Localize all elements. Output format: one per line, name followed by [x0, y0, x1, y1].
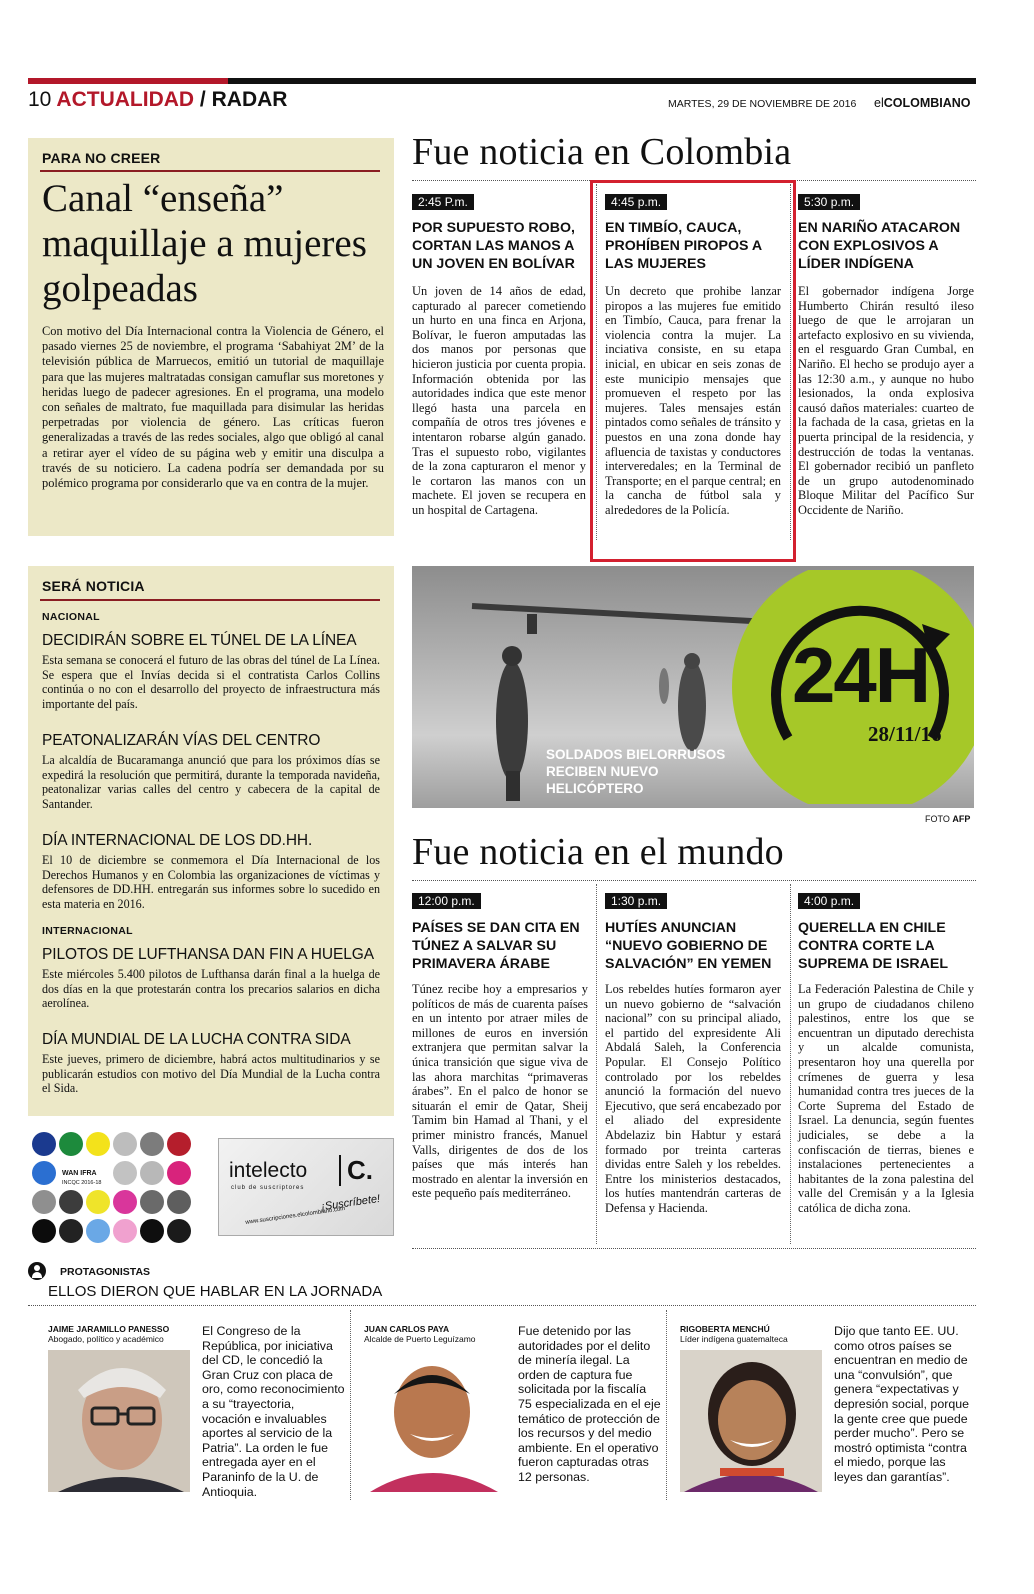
colombia-section-title: Fue noticia en Colombia	[412, 131, 792, 173]
intelecto-logo-letter: C.	[339, 1155, 373, 1186]
mundo-section-title: Fue noticia en el mundo	[412, 831, 784, 873]
protagonist-name: RIGOBERTA MENCHÚ	[680, 1324, 770, 1334]
highlight-box	[590, 180, 796, 562]
color-swatch	[167, 1132, 191, 1156]
color-swatch	[140, 1190, 164, 1214]
intelecto-url[interactable]: www.suscripciones.elcolombiano.com	[245, 1206, 346, 1226]
24h-badge-text: 24H	[792, 631, 930, 719]
noticia-body: La alcaldía de Bucaramanga anunció que para los próximos días se expedirá la resolución que permitirá, durante la temporada navideña, peatonalizar varias calles del centro y cabecera de la capital de Santander.	[42, 753, 380, 811]
color-swatch	[140, 1219, 164, 1243]
para-no-creer-kicker: PARA NO CREER	[42, 150, 161, 166]
para-no-creer-headline: Canal “enseña” maquillaje a mujeres golpeadas	[42, 177, 367, 310]
column-divider	[596, 884, 597, 1244]
column-divider	[790, 884, 791, 1244]
news-headline: HUTÍES ANUNCIAN “NUEVO GOBIERNO DE SALVACIÓN” EN YEMEN	[605, 920, 772, 972]
subsection-name: RADAR	[211, 88, 288, 111]
color-swatch	[167, 1219, 191, 1243]
color-control-chart	[28, 1124, 198, 1246]
issue-date: MARTES, 29 DE NOVIEMBRE DE 2016	[668, 98, 857, 110]
color-swatch	[140, 1161, 164, 1185]
color-swatch	[113, 1132, 137, 1156]
column-divider	[666, 1310, 667, 1500]
color-swatch	[86, 1132, 110, 1156]
news-headline: PAÍSES SE DAN CITA EN TÚNEZ A SALVAR SU PRIMAVERA ÁRABE	[412, 920, 580, 972]
protagonist-role: Alcalde de Puerto Leguízamo	[364, 1334, 476, 1344]
news-body: Los rebeldes hutíes formaron ayer un nuevo gobierno de “salvación nacional” con su principal aliado, el partido del expresidente Ali Abdalá Saleh, la Conferencia Popular. El Consejo Político controlado por los rebeldes anunció la formación del nuevo Ejecutivo, que será encabezado por el aliado del expresidente Abdelaziz bin Habtur y estará formado por treinta carteras dividas entre Saleh y los rebeldes. Entre los ministerios destacados, los hutíes mantendrán carteras de Defensa y Hacienda.	[605, 982, 781, 1215]
photo-caption: SOLDADOS BIELORRUSOS RECIBEN NUEVO HELICÓPTERO	[546, 747, 726, 796]
kicker-rule	[40, 599, 380, 601]
internacional-label: INTERNACIONAL	[42, 925, 133, 937]
sera-noticia-kicker: SERÁ NOTICIA	[42, 578, 145, 594]
time-tag: 12:00 p.m.	[412, 893, 481, 909]
protagonist-name: JAIME JARAMILLO PANESSO	[48, 1324, 170, 1334]
column-divider	[350, 1310, 351, 1500]
noticia-body: Esta semana se conocerá el futuro de las obras del túnel de La Línea. Se espera que el Invías decida si el contratista Carlos Collins continúa o no con el desarrollo del proyecto de infraestructura más importante del país.	[42, 653, 380, 711]
newspaper-name	[874, 96, 971, 110]
news-headline: QUERELLA EN CHILE CONTRA CORTE LA SUPREMA DE ISRAEL	[798, 920, 949, 972]
color-swatch	[140, 1132, 164, 1156]
time-tag: 4:00 p.m.	[798, 893, 860, 909]
nacional-label: NACIONAL	[42, 611, 100, 623]
protagonist-photo	[364, 1350, 506, 1492]
protagonist-name: JUAN CARLOS PAYA	[364, 1324, 450, 1334]
news-headline: EN NARIÑO ATACARON CON EXPLOSIVOS A LÍDER INDÍGENA	[798, 220, 961, 272]
noticia-body: Este miércoles 5.400 pilotos de Lufthansa darán final a la huelga de dos días en la que protestarán contra los precarios salarios en dicha aerolínea.	[42, 967, 380, 1011]
color-swatch	[32, 1190, 56, 1214]
section-separator: /	[199, 88, 206, 111]
protagonist-text: Dijo que tanto EE. UU. como otros países se encuentran en medio de una “convulsión”, que genera “expectativas y depresión social, porque la gente cree que puede perder mucho”. Pero se mostró optimista “contra el miedo, porque las leyes dan garantías”.	[834, 1324, 970, 1484]
section-name: ACTUALIDAD	[56, 88, 195, 111]
time-tag: 4:45 p.m.	[605, 194, 667, 210]
page-number: 10	[28, 88, 52, 111]
intelecto-brand: intelecto	[229, 1159, 308, 1182]
incqc-label: INCQC 2016-18	[62, 1180, 102, 1186]
protagonistas-title: ELLOS DIERON QUE HABLAR EN LA JORNADA	[48, 1283, 383, 1300]
protagonist-role: Abogado, político y académico	[48, 1334, 164, 1344]
news-headline: POR SUPUESTO ROBO, CORTAN LAS MANOS A UN JOVEN EN BOLÍVAR	[412, 220, 575, 272]
intelecto-cta[interactable]: ¡Suscríbete!	[320, 1192, 381, 1214]
color-swatch	[59, 1190, 83, 1214]
noticia-body: El 10 de diciembre se conmemora el Día Internacional de los Derechos Humanos y en Colombia las organizaciones de víctimas y defensores de DD.HH. entregarán sus informes sobre lo sucedido en esta materia en 2016.	[42, 853, 380, 911]
color-swatch	[59, 1132, 83, 1156]
kicker-rule	[40, 170, 380, 172]
noticia-body: Este jueves, primero de diciembre, habrá actos multitudinarios y se publicarán estudios con motivo del Día Mundial de la Lucha contra el Sida.	[42, 1052, 380, 1096]
time-tag: 1:30 p.m.	[605, 893, 667, 909]
color-swatch	[86, 1219, 110, 1243]
color-swatch	[167, 1190, 191, 1214]
newspaper-title: COLOMBIANO	[883, 96, 971, 110]
protagonist-text: El Congreso de la República, por iniciativa del CD, le concedió la Gran Cruz con placa de oro, como reconocimiento a su “trayectoria, vocación e invaluables aportes al servicio de la Patria”. La orden le fue entregada ayer en el Paraninfo de la U. de Antioquia.	[202, 1324, 345, 1499]
color-swatch	[113, 1219, 137, 1243]
photo-credit	[925, 814, 970, 824]
top-rule-accent	[28, 78, 228, 84]
color-swatch	[32, 1219, 56, 1243]
protagonist-photo	[680, 1350, 822, 1492]
noticia-headline: DÍA MUNDIAL DE LA LUCHA CONTRA SIDA	[42, 1031, 351, 1048]
intelecto-ad[interactable]	[218, 1138, 394, 1236]
protagonist-photo	[48, 1350, 190, 1492]
color-swatch	[59, 1219, 83, 1243]
protagonist-role: Líder indígena guatemalteca	[680, 1334, 788, 1344]
color-swatch	[113, 1190, 137, 1214]
news-body: Un decreto que prohibe lanzar piropos a las mujeres fue emitido en Timbío, Cauca, para frenar la violencia contra la mujer. La inciativa consiste, en su etapa inicial, en ubicar en seis zonas de este municipio mensajes que promueven el respeto por las mujeres. Tales mensajes están pintados como señales de tránsito y puestos en una zona donde hay afluencia de taxistas y conductores interveredales; en la Terminal de Transporte; en el parque central; en la cancha de fútbol sala y alrededores de la Policía.	[605, 284, 781, 517]
color-swatch	[167, 1161, 191, 1185]
section-rule	[28, 1305, 976, 1306]
color-swatch	[32, 1161, 56, 1185]
protagonist-text: Fue detenido por las autoridades por el delito de minería ilegal. La orden de captura fue solicitada por la fiscalía 75 especializada en el eje temático de protección de los recursos y del medio ambiente. En el operativo fueron capturadas otras 12 personas.	[518, 1324, 661, 1484]
section-rule	[412, 880, 976, 881]
section-rule	[412, 1248, 976, 1249]
time-tag: 2:45 P.m.	[412, 194, 474, 210]
photo-credit-prefix: FOTO	[925, 814, 950, 824]
intelecto-tagline: club de suscriptores	[231, 1185, 305, 1191]
para-no-creer-body: Con motivo del Día Internacional contra la Violencia de Género, el pasado viernes 25 de noviembre, el programa ‘Sabahiyat 2M’ de la televisión pública de Marruecos, emitió un tutorial de maquillaje para que las mujeres maltratadas consigan camuflar sus moretones y heridas luego de padecer agresiones. En el programa, una modelo con señales de maltrato, fue maquillada para disimular las heridas perpetradas por violencia de género. Las críticas fueron generalizadas a través de las redes sociales, algo que obligó al canal a retirar ayer el vídeo de su página web y emitir una disculpa a través de su noticiero. La cadena podría ser demandada por su polémico programa por considerarlo que va en contra de la mujer.	[42, 324, 384, 491]
person-icon	[28, 1262, 46, 1280]
news-headline: EN TIMBÍO, CAUCA, PROHÍBEN PIROPOS A LAS MUJERES	[605, 220, 762, 272]
color-swatch	[113, 1161, 137, 1185]
color-swatch	[32, 1132, 56, 1156]
protagonistas-kicker: PROTAGONISTAS	[60, 1266, 151, 1278]
news-body: El gobernador indígena Jorge Humberto Chirán resultó ileso luego de que le arrojaran un artefacto explosivo en su vivienda, en el resguardo Gran Cumbal, en Nariño. El hecho se produjo ayer a las 12:30 a.m., y aunque no hubo lesionados, la onda explosiva causó daños materiales: cuarteo de la fachada de la casa, grietas en la puerta principal de la residencia, y destrucción de todas la ventanas. El gobernador recibió un panfleto de un grupo autodenominado Bloque Militar del Pacífico Sur Occidente de Nariño.	[798, 284, 974, 517]
noticia-headline: DÍA INTERNACIONAL DE LOS DD.HH.	[42, 832, 313, 849]
noticia-headline: PEATONALIZARÁN VÍAS DEL CENTRO	[42, 732, 321, 749]
24h-badge-date: 28/11/16	[868, 722, 942, 746]
noticia-headline: PILOTOS DE LUFTHANSA DAN FIN A HUELGA	[42, 946, 374, 963]
time-tag: 5:30 p.m.	[798, 194, 860, 210]
noticia-headline: DECIDIRÁN SOBRE EL TÚNEL DE LA LÍNEA	[42, 632, 357, 649]
news-body: Túnez recibe hoy a empresarios y políticos de más de cuarenta países en un intento por atraer miles de millones de euros en inversión extranjera que permitan salvar la única transición que sigue viva de las ahora marchitas “primaveras árabes”. En el palco de honor se situarán el emir de Qatar, Sheij Tamim bin Hamad al Thani, y el primer ministro francés, Manuel Valls, dirigentes de dos de los países que más interés han mostrado en alentar la inversión en este pequeño país mediterráneo.	[412, 982, 588, 1201]
newspaper-prefix: el	[874, 96, 884, 110]
page-header	[28, 88, 287, 112]
photo-credit-name: AFP	[952, 814, 971, 824]
news-body: Un joven de 14 años de edad, capturado al parecer cometiendo un hurto en una finca en Arjona, Bolívar, le fueron amputadas las dos manos por personas que hicieron justicia por cuenta propia. Información obtenida por las autoridades indica que este menor llegó hasta una parcela en compañía de otros tres jóvenes e intentaron robarse algún ganado. Tras el supuesto robo, vigilantes de la zona capturaron el menor y le cortaron las manos con un machete. El joven se recupera en un hospital de Cartagena.	[412, 284, 586, 517]
color-swatch	[86, 1190, 110, 1214]
wan-ifra-label: WAN IFRA	[62, 1170, 97, 1177]
news-body: La Federación Palestina de Chile y un grupo de ciudadanos chileno palestinos, entre los que se encuentran un diputado derechista y un alcalde comunista, presentaron hoy una querella por crímenes de guerra y lesa humanidad contra tres jueces de la Corte Suprema del Estado de Israel. La denuncia, según fuentes judiciales, se debe a la confiscación de tierras, bienes e instalaciones pertenecientes a habitantes de la zona palestina del valle del Cremisán y a la Iglesia católica de dicha zona.	[798, 982, 974, 1215]
